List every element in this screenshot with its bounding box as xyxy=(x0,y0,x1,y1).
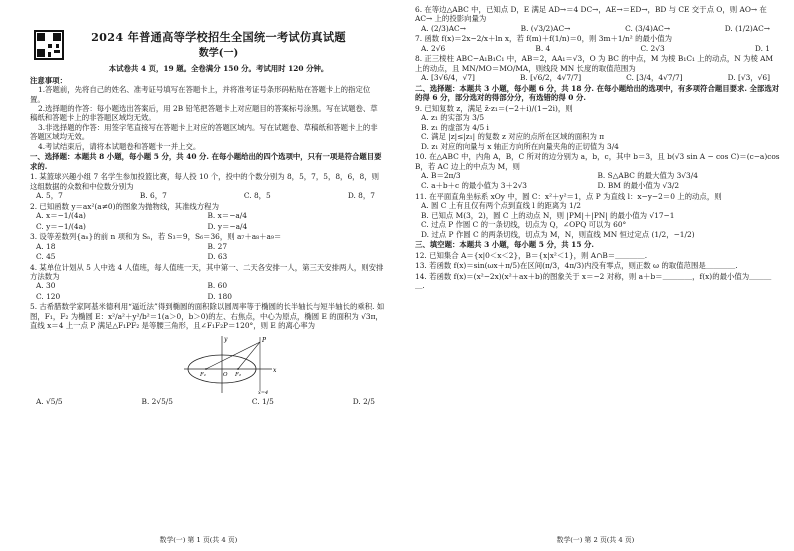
exam-title: 2024 年普通高等学校招生全国统一考试仿真试题 xyxy=(91,30,346,44)
question-8: 8. 正三棱柱 ABC−A₁B₁C₁ 中，AB＝2，AA₁＝√3，O 为 BC 的中点，M 为棱 B₁C₁ 上的动点，N 为棱 AM 上的动点，且 MN/MO＝MO/MA，则线段 MN 长度的取值范围为 xyxy=(415,54,774,73)
exam-info: 本试卷共 4 页，19 题。全卷满分 150 分。考试用时 120 分钟。 xyxy=(108,64,329,74)
option: C. 120 xyxy=(36,291,61,301)
question-3-options xyxy=(30,242,385,262)
option: B. 60 xyxy=(207,281,228,291)
section-heading: 二、选择题：本题共 3 小题，每小题 6 分，共 18 分. 在每小题给出的选项中，有多项符合题目要求. 全部选对的得 6 分，部分选对的得部分分，有选错的得 0 分. xyxy=(415,83,780,103)
option: B. 2√5/5 xyxy=(141,396,173,406)
option: D. z₁ 对应的向量与 x 轴正方向所在向量夹角的正切值为 3/4 xyxy=(421,141,619,151)
option: C. 1/5 xyxy=(251,396,274,406)
option: D. 2/5 xyxy=(352,396,375,406)
question-7: 7. 函数 f(x)＝2x−2/x＋ln x，若 f(m)＋f(1/n)＝0，则 3m＋1/n² 的最小值为 xyxy=(415,34,673,44)
option: D. [√3，√6] xyxy=(727,73,770,83)
option: A. 18 xyxy=(36,241,56,251)
focus-f2 xyxy=(237,368,239,370)
question-10-options xyxy=(415,171,780,191)
option: B. S△ABC 的最大值为 3√3/4 xyxy=(597,170,698,180)
question-13: 13. 若函数 f(x)＝sin(ωx＋π/5)在区间(π/3，4π/3)内没有零点，则正数 ω 的取值范围是＿＿＿＿. xyxy=(415,261,738,271)
question-3: 3. 设等差数列{aₙ}的前 n 项和为 Sₙ，若 S₃＝9，S₆＝36，则 a₇＋a₈＋a₉＝ xyxy=(30,232,282,242)
question-2-options xyxy=(30,211,385,231)
exam-subtitle: 数学(一) xyxy=(198,48,239,60)
label-o: O xyxy=(223,371,228,378)
option: C. 8，5 xyxy=(243,191,271,201)
option: A. √5/5 xyxy=(36,396,63,406)
option: D. 63 xyxy=(207,252,228,262)
ellipse-diagram xyxy=(180,333,280,395)
option: C. 45 xyxy=(36,252,56,262)
option: A. x＝−1/(4a) xyxy=(36,211,86,221)
option: D. 1 xyxy=(754,43,770,53)
section-heading: 一、选择题：本题共 8 小题，每小题 5 分，共 40 分. 在每小题给出的四个选项中，只有一项是符合题目要求的. xyxy=(30,152,382,171)
question-7-options xyxy=(415,44,780,53)
question-4: 4. 某单位计划从 5 人中选 4 人值班，每人值班一天，其中第一、二天各安排一人，第三天安排两人，则安排方法数为 xyxy=(30,262,384,281)
option: C. 2√3 xyxy=(640,43,665,53)
qr-code-icon xyxy=(34,30,64,60)
option: D. BM 的最小值为 √3/2 xyxy=(597,181,680,191)
focus-f1 xyxy=(205,368,207,370)
option: A. 30 xyxy=(36,281,56,291)
question-1: 1. 某篮球兴趣小组 7 名学生参加投篮比赛，每人投 10 个，投中的个数分别为 8，5，7，5，8，6，8，则这组数据的众数和中位数分别为 xyxy=(30,172,380,191)
option: B. [√6/2，4√7/7] xyxy=(519,73,582,83)
question-6: 6. 在等边△ABC 中，已知点 D，E 满足 AD→＝4 DC→，AE→＝ED→，BD 与 CE 交于点 O，则 AO→ 在 AC→ 上的投影向量为 xyxy=(415,5,767,24)
label-p: P xyxy=(262,336,267,344)
question-4-options xyxy=(30,281,385,301)
question-14: 14. 若函数 f(x)＝(x²−2x)(x²＋ax＋b)的图象关于 x＝−2 对称，则 a＋b＝＿＿＿＿，f(x)的最小值为＿＿＿＿. xyxy=(415,271,772,291)
option: C. a＋b＋c 的最小值为 3＋2√3 xyxy=(421,181,528,191)
option: D. 8，7 xyxy=(347,191,375,201)
option: B. 6，7 xyxy=(139,191,167,201)
question-8-options xyxy=(415,73,780,82)
question-10: 10. 在△ABC 中，内角 A，B，C 所对的边分别为 a，b，c，其中 b＝3，且 b(√3 sin A − cos C)＝(c−a)cos B，若 AC 边上的中点为 M，则 xyxy=(415,152,780,171)
section-heading: 三、填空题：本题共 3 小题，每小题 5 分，共 15 分. xyxy=(415,240,595,250)
label-f1: F₁ xyxy=(200,371,207,378)
option: A. z₁ 的实部为 3/5 xyxy=(421,113,485,123)
option: A. 圆 C 上有且仅有两个点到直线 l 的距离为 1/2 xyxy=(421,201,581,211)
option: A. (2/3)AC→ xyxy=(421,23,466,33)
question-11: 11. 在平面直角坐标系 xOy 中，圆 C：x²＋y²＝1，点 P 为直线 l：x−y−2＝0 上的动点，则 xyxy=(415,191,722,201)
option: B. x＝−a/4 xyxy=(207,211,247,221)
option: A. 2√6 xyxy=(421,43,446,53)
option: D. 过点 P 作圆 C 的两条切线，切点为 M，N，则直线 MN 恒过定点 (1/2，−1/2) xyxy=(421,229,695,239)
note-item: 1.答题前，先将自己的姓名、准考证号填写在答题卡上，并将准考证号条形码粘贴在答题卡上的指定位置。 xyxy=(30,85,371,104)
question-5-options xyxy=(30,397,385,406)
question-12: 12. 已知集合 A＝{x|0＜x＜2}，B＝{x|x²＜1}，则 A∩B＝＿＿＿＿. xyxy=(415,250,648,260)
question-5: 5. 古希腊数学家阿基米德利用“逼近法”得到椭圆的面积除以圆周率等于椭圆的长半轴长与短半轴长的乘积. 如图，F₁，F₂ 为椭圆 E：x²/a²＋y²/b²＝1(a＞0，b＞0)的左、右焦点，中心为原点，椭圆 E 的面积为 √3π，直线 x＝4 上一点 P 满足△F₁PF₂ 是等腰三角形，且∠F₁F₂P＝120°，则 E 的离心率为 xyxy=(30,302,385,331)
option: C. 过点 P 作圆 C 的一条切线，切点为 Q，∠OPQ 可以为 60° xyxy=(421,220,627,230)
option: B. 27 xyxy=(207,241,228,251)
note-item: 3.非选择题的作答：用签字笔直接写在答题卡上对应的答题区域内。写在试题卷、草稿纸和答题卡上的非答题区域均无效。 xyxy=(30,122,378,142)
note-item: 4.考试结束后，请将本试题卷和答题卡一并上交。 xyxy=(38,141,201,151)
option: A. 5，7 xyxy=(36,191,63,201)
option: B. 4 xyxy=(535,43,551,53)
label-x4: x=4 xyxy=(258,389,269,395)
question-6-options xyxy=(415,24,780,33)
note-item: 2.选择题的作答：每小题选出答案后，用 2B 铅笔把答题卡上对应题目的答案标号涂黑。写在试题卷、草稿纸和答题卡上的非答题区域均无效。 xyxy=(30,104,378,123)
option: B. (√3/2)AC→ xyxy=(520,23,571,33)
label-y: y xyxy=(224,335,228,343)
question-2: 2. 已知函数 y＝ax²(a≠0)的图象为抛物线，其准线方程为 xyxy=(30,201,219,211)
option: C. [3/4，4√7/7] xyxy=(626,73,683,83)
option: C. (3/4)AC→ xyxy=(625,23,671,33)
option: D. (1/2)AC→ xyxy=(724,23,770,33)
option: A. [3√6/4，√7] xyxy=(421,73,475,83)
page-footer: 数学(一) 第 2 页(共 4 页) xyxy=(556,536,635,545)
option: D. 180 xyxy=(207,291,232,301)
option: B. 已知点 M(3，2)，圆 C 上的动点 N，则 |PM|＋|PN| 的最小值为 √17−1 xyxy=(421,210,675,220)
option: A. B＝2π/3 xyxy=(421,170,461,180)
label-x: x xyxy=(273,366,277,374)
ellipse-figure xyxy=(180,333,280,395)
option: B. z₁ 的虚部为 4/5 i xyxy=(421,122,489,132)
notes-title: 注意事项： xyxy=(30,75,67,85)
option: D. y＝−a/4 xyxy=(207,221,248,231)
question-9: 9. 已知复数 z，满足 z̄·z₁＝(−2＋i)/(1−2i)，则 xyxy=(415,103,573,113)
exam-page-2 xyxy=(397,0,794,551)
option: C. 满足 |z|≤|z₁| 的复数 z 对应的点所在区域的面积为 π xyxy=(421,132,605,142)
page-footer: 数学(一) 第 1 页(共 4 页) xyxy=(159,536,238,545)
question-1-options xyxy=(30,191,385,200)
segment-f2-p xyxy=(238,342,260,369)
label-f2: F₂ xyxy=(235,371,242,378)
option: C. y＝−1/(4a) xyxy=(36,221,86,231)
